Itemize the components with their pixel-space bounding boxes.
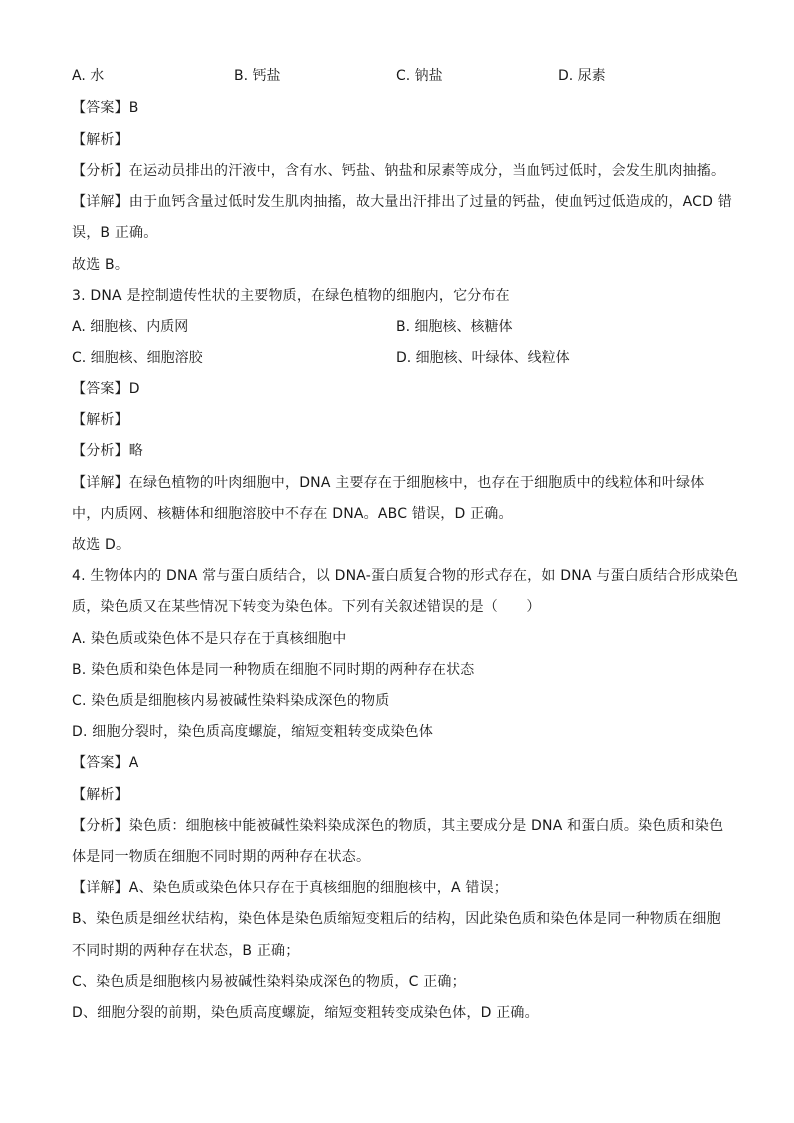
q4-option-a: A. 染色质或染色体不是只存在于真核细胞中	[72, 631, 347, 647]
q4-fenxi-line1: 【分析】染色质：细胞核中能被碱性染料染成深色的物质，其主要成分是 DNA 和蛋白质。染色质和染色	[72, 818, 724, 834]
q2-option-c: C. 钠盐	[396, 68, 443, 84]
q2-analysis-title: 【解析】	[72, 132, 129, 148]
q2-option-b: B. 钙盐	[234, 68, 281, 84]
q3-option-c: C. 细胞核、细胞溶胶	[72, 350, 203, 366]
q3-xiangjie-line1: 【详解】在绿色植物的叶肉细胞中，DNA 主要存在于细胞核中，也存在于细胞质中的线粒体和叶绿体	[72, 475, 705, 491]
q4-option-d: D. 细胞分裂时，染色质高度螺旋，缩短变粗转变成染色体	[72, 724, 434, 740]
q4-answer: 【答案】A	[72, 755, 139, 771]
q2-xiangjie-line2: 误，B 正确。	[72, 225, 158, 241]
q3-xiangjie-line2: 中，内质网、核糖体和细胞溶胶中不存在 DNA。ABC 错误，D 正确。	[72, 506, 513, 522]
q3-analysis-title: 【解析】	[72, 412, 129, 428]
q3-answer: 【答案】D	[72, 381, 140, 397]
q4-xiangjie-c: C、染色质是细胞核内易被碱性染料染成深色的物质，C 正确；	[72, 974, 466, 990]
q2-answer: 【答案】B	[72, 100, 139, 116]
q2-xiangjie-line1: 【详解】由于血钙含量过低时发生肌肉抽搐，故大量出汗排出了过量的钙盐，使血钙过低造成的，ACD 错	[72, 194, 732, 210]
q2-choose: 故选 B。	[72, 257, 130, 273]
q4-option-c: C. 染色质是细胞核内易被碱性染料染成深色的物质	[72, 693, 390, 709]
q4-xiangjie-b-line1: B、染色质是细丝状结构，染色体是染色质缩短变粗后的结构，因此染色质和染色体是同一种物质在细胞	[72, 911, 721, 927]
q4-stem-line1: 4. 生物体内的 DNA 常与蛋白质结合，以 DNA-蛋白质复合物的形式存在，如 DNA 与蛋白质结合形成染色	[72, 568, 739, 584]
q2-option-a: A. 水	[72, 68, 105, 84]
q4-fenxi-line2: 体是同一物质在细胞不同时期的两种存在状态。	[72, 849, 371, 865]
q4-stem-line2: 质，染色质又在某些情况下转变为染色体。下列有关叙述错误的是（ ）	[72, 599, 541, 615]
q2-fenxi: 【分析】在运动员排出的汗液中，含有水、钙盐、钠盐和尿素等成分，当血钙过低时，会发生肌肉抽搐。	[72, 163, 726, 179]
q4-option-b: B. 染色质和染色体是同一种物质在细胞不同时期的两种存在状态	[72, 662, 475, 678]
q3-stem: 3. DNA 是控制遗传性状的主要物质，在绿色植物的细胞内，它分布在	[72, 288, 510, 304]
q4-xiangjie-a: 【详解】A、染色质或染色体只存在于真核细胞的细胞核中，A 错误；	[72, 880, 509, 896]
q4-xiangjie-d: D、细胞分裂的前期，染色质高度螺旋，缩短变粗转变成染色体，D 正确。	[72, 1005, 539, 1021]
q3-option-d: D. 细胞核、叶绿体、线粒体	[396, 350, 570, 366]
q3-choose: 故选 D。	[72, 537, 131, 553]
q4-analysis-title: 【解析】	[72, 787, 129, 803]
q2-option-d: D. 尿素	[558, 68, 606, 84]
q4-xiangjie-b-line2: 不同时期的两种存在状态，B 正确；	[72, 943, 300, 959]
q3-fenxi: 【分析】略	[72, 443, 143, 459]
q3-option-b: B. 细胞核、核糖体	[396, 319, 513, 335]
q3-option-a: A. 细胞核、内质网	[72, 319, 189, 335]
